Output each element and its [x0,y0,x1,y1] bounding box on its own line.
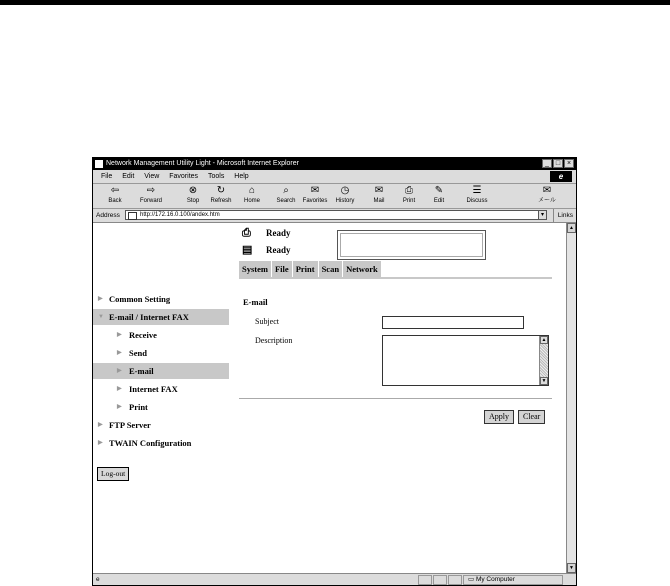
status-segment [433,575,447,585]
print-label: Print [402,198,416,204]
menu-bar [93,170,576,184]
favorites-label: Favorites [302,198,328,204]
print-icon: ⎙ [405,185,413,196]
title-bar [93,158,576,170]
home-button[interactable] [238,185,266,207]
apply-button[interactable]: Apply [484,410,514,424]
nav-label: TWAIN Configuration [109,438,192,448]
nav-label: E-mail / Internet FAX [109,312,189,322]
close-button[interactable]: × [564,159,574,168]
edit-icon: ✎ [434,185,444,196]
scroll-down-icon[interactable]: ▼ [541,378,547,384]
nav-arrow-icon: ▶ [98,422,103,428]
history-button[interactable] [331,185,359,207]
tab-network[interactable]: Network [343,261,382,277]
nav-arrow-icon: ▶ [117,332,122,338]
nav-label: Receive [129,330,157,340]
nav-label: Common Setting [109,294,171,304]
page-scrollbar[interactable] [566,223,576,573]
links-button[interactable]: Links [553,209,573,222]
print-toolbar-button[interactable] [395,185,423,207]
page-status-icon: e [96,576,100,583]
nav-receive[interactable] [93,327,229,343]
scanner-status [242,244,332,256]
printer-status [242,227,332,239]
subject-label: Subject [255,317,279,326]
nav-email-internet-fax[interactable] [93,309,229,325]
japanese-mail-label: メール [538,198,556,204]
mail-icon: ✉ [374,185,384,196]
status-message-box [337,230,486,260]
menu-edit[interactable]: Edit [122,173,135,180]
nav-arrow-icon: ▶ [98,440,103,446]
discuss-button[interactable] [463,185,491,207]
nav-arrow-icon: ▶ [117,386,122,392]
favorites-button[interactable] [301,185,329,207]
scanner-status-text: Ready [266,245,291,255]
nav-email[interactable] [93,363,229,379]
zone-label: My Computer [475,576,515,583]
tab-scan[interactable]: Scan [319,261,343,277]
nav-ftp-server[interactable] [93,417,229,433]
stop-button[interactable] [179,185,207,207]
computer-icon: ▭ [468,576,476,583]
nav-twain-configuration[interactable] [93,435,229,451]
description-scrollbar[interactable] [539,336,548,385]
menu-file[interactable]: File [101,173,113,180]
minimize-button[interactable]: _ [542,159,552,168]
printer-icon: ⎙ [242,227,251,239]
address-input[interactable] [125,210,540,220]
address-bar [93,209,576,223]
edit-button[interactable] [425,185,453,207]
page-top-rule [0,0,670,5]
search-label: Search [276,198,296,204]
discuss-label: Discuss [466,198,488,204]
nav-internet-fax[interactable] [93,381,229,397]
nav-arrow-icon: ▶ [98,296,103,302]
subject-input[interactable] [382,316,524,329]
home-label: Home [243,198,260,204]
tab-bar [239,261,382,277]
address-label: Address [96,212,120,219]
menu-help[interactable]: Help [234,173,249,180]
forward-button[interactable] [137,185,165,207]
stop-icon: ⊗ [188,185,198,196]
window-title: Network Management Utility Light - Microsoft Internet Explorer [106,160,299,167]
browser-window [92,157,577,586]
edit-label: Edit [433,198,445,204]
address-url: http://172.16.0.100/andex.htm [140,212,220,218]
status-segment [448,575,462,585]
menu-favorites[interactable]: Favorites [169,173,199,180]
ie-logo-icon: e [550,171,572,182]
nav-expanded-arrow-icon: ▼ [98,314,104,320]
section-title: E-mail [243,297,268,307]
nav-common-setting[interactable] [93,291,229,307]
refresh-button[interactable] [207,185,235,207]
page-content [93,223,566,573]
nav-label: Send [129,348,147,358]
japanese-mail-icon: ✉ [542,185,552,196]
favorites-icon: ✉ [310,185,320,196]
printer-status-text: Ready [266,228,291,238]
menu-tools[interactable]: Tools [208,173,225,180]
back-button[interactable] [101,185,129,207]
back-arrow-icon: ⇦ [110,185,120,196]
refresh-label: Refresh [210,198,232,204]
description-label: Description [255,336,293,345]
forward-arrow-icon: ⇨ [146,185,156,196]
clear-button[interactable]: Clear [518,410,545,424]
tab-print[interactable]: Print [293,261,319,277]
form-divider [239,398,552,399]
history-icon: ◷ [340,185,350,196]
logout-button[interactable]: Log-out [97,467,129,481]
page-scroll-down-icon[interactable]: ▼ [567,563,576,573]
nav-arrow-icon: ▶ [117,350,122,356]
japanese-mail-button[interactable] [533,185,561,207]
status-segment [418,575,432,585]
security-zone [463,575,563,585]
maximize-button[interactable]: □ [553,159,563,168]
description-textarea[interactable] [382,335,549,386]
back-label: Back [108,198,122,204]
status-bar [93,573,576,586]
left-nav [93,223,229,573]
menu-view[interactable]: View [144,173,160,180]
history-label: History [335,198,355,204]
page-scroll-up-icon[interactable]: ▲ [567,223,576,233]
nav-label: Internet FAX [129,384,178,394]
stop-label: Stop [186,198,200,204]
ie-app-icon [95,160,103,168]
home-icon: ⌂ [248,185,256,196]
search-button[interactable] [272,185,300,207]
nav-print[interactable] [93,399,229,415]
address-dropdown-icon[interactable]: ▾ [538,210,547,220]
tab-file[interactable]: File [272,261,293,277]
nav-label: Print [129,402,148,412]
tab-underline [239,277,552,279]
nav-arrow-icon: ▶ [117,404,122,410]
search-icon: ⌕ [283,185,289,196]
discuss-icon: ☰ [472,185,482,196]
forward-label: Forward [139,198,162,204]
tab-system[interactable]: System [239,261,272,277]
page-icon [128,212,137,220]
nav-label: FTP Server [109,420,151,430]
mail-label: Mail [373,198,385,204]
nav-send[interactable] [93,345,229,361]
toolbar [93,184,576,209]
scroll-up-icon[interactable]: ▲ [541,337,547,343]
nav-label: E-mail [129,366,154,376]
mail-button[interactable] [365,185,393,207]
nav-arrow-icon: ▶ [117,368,122,374]
refresh-icon: ↻ [216,185,226,196]
scanner-icon: ▤ [242,244,253,256]
